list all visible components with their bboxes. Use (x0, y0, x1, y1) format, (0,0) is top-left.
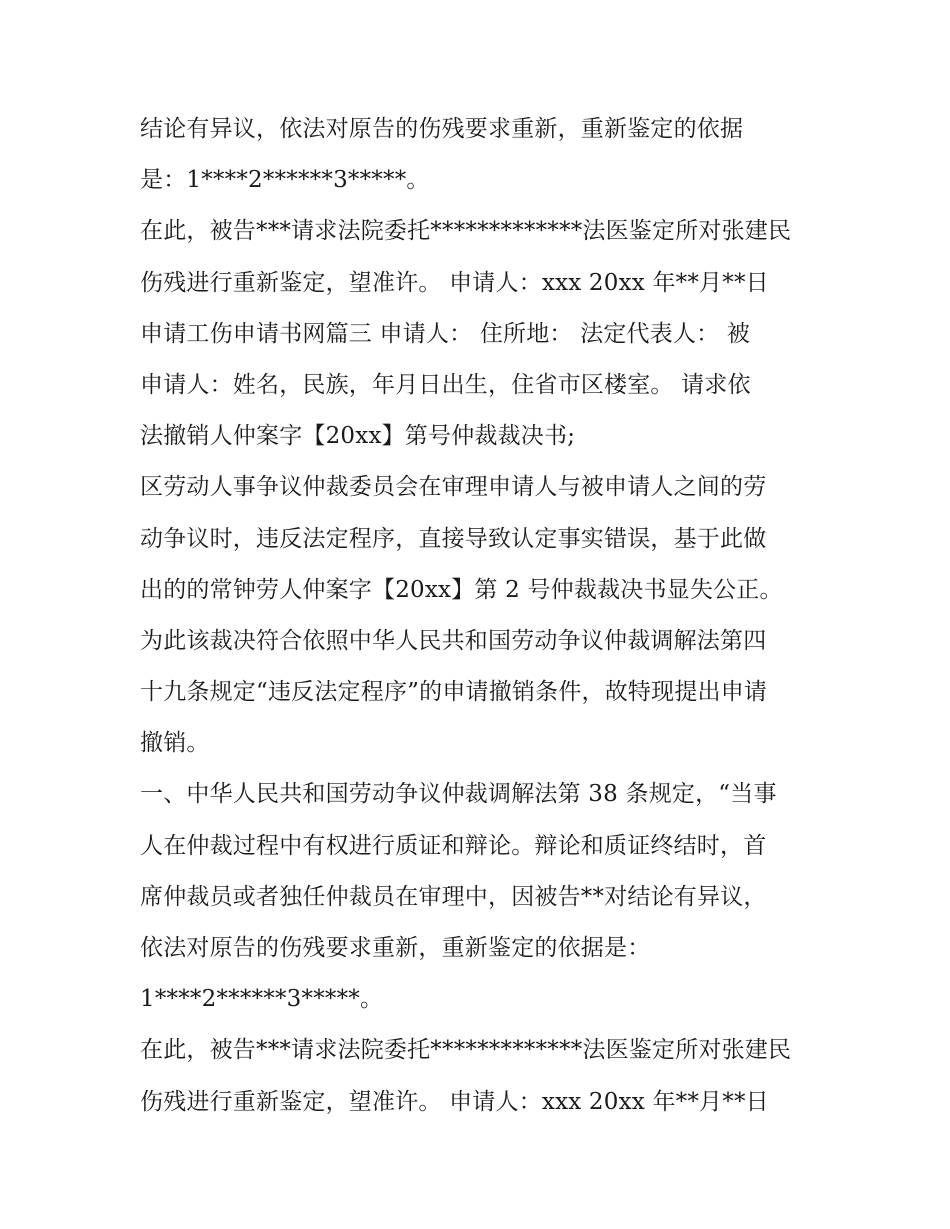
text-line-4: 伤残进行重新鉴定，望准许。 申请人：xxx 20xx 年**月**日 (140, 269, 769, 296)
text-line-1: 结论有异议，依法对原告的伤残要求重新，重新鉴定的依据 (140, 116, 744, 142)
document-body (140, 104, 820, 1128)
text-line-15: 人在仲裁过程中有权进行质证和辩论。辩论和质证终结时，首 (140, 832, 767, 859)
text-line-14: 一、中华人民共和国劳动争议仲裁调解法第 38 条规定，“当事 (140, 781, 777, 808)
text-line-11: 为此该裁决符合依照中华人民共和国劳动争议仲裁调解法第四 (140, 627, 767, 654)
text-line-18: 1****2******3*****。 (140, 986, 384, 1013)
text-line-12: 十九条规定“违反法定程序”的申请撤销条件，故特现提出申请 (140, 679, 768, 706)
text-line-8: 区劳动人事争议仲裁委员会在审理申请人与被申请人之间的劳 (140, 474, 767, 501)
text-line-5: 申请工伤申请书网篇三 申请人： 住所地： 法定代表人： 被 (140, 320, 751, 347)
text-line-10: 出的的常钟劳人仲案字【20xx】第 2 号仲裁裁决书显失公正。 (140, 576, 783, 603)
text-line-2: 是：1****2******3*****。 (140, 167, 430, 194)
text-line-6: 申请人：姓名，民族，年月日出生，住省市区楼室。 请求依 (140, 371, 751, 398)
text-line-16: 席仲裁员或者独任仲裁员在审理中，因被告**对结论有异议， (140, 883, 767, 910)
text-line-20: 伤残进行重新鉴定，望准许。 申请人：xxx 20xx 年**月**日 (140, 1088, 769, 1115)
text-line-17: 依法对原告的伤残要求重新，重新鉴定的依据是： (140, 935, 651, 961)
text-line-7: 法撤销人仲案字【20xx】第号仲裁裁决书; (140, 423, 576, 450)
text-line-3: 在此，被告***请求法院委托*************法医鉴定所对张建民 (140, 218, 792, 245)
text-line-9: 动争议时，违反法定程序，直接导致认定事实错误，基于此做 (140, 525, 767, 552)
text-line-19: 在此，被告***请求法院委托*************法医鉴定所对张建民 (140, 1037, 792, 1064)
text-line-13: 撤销。 (140, 730, 210, 757)
